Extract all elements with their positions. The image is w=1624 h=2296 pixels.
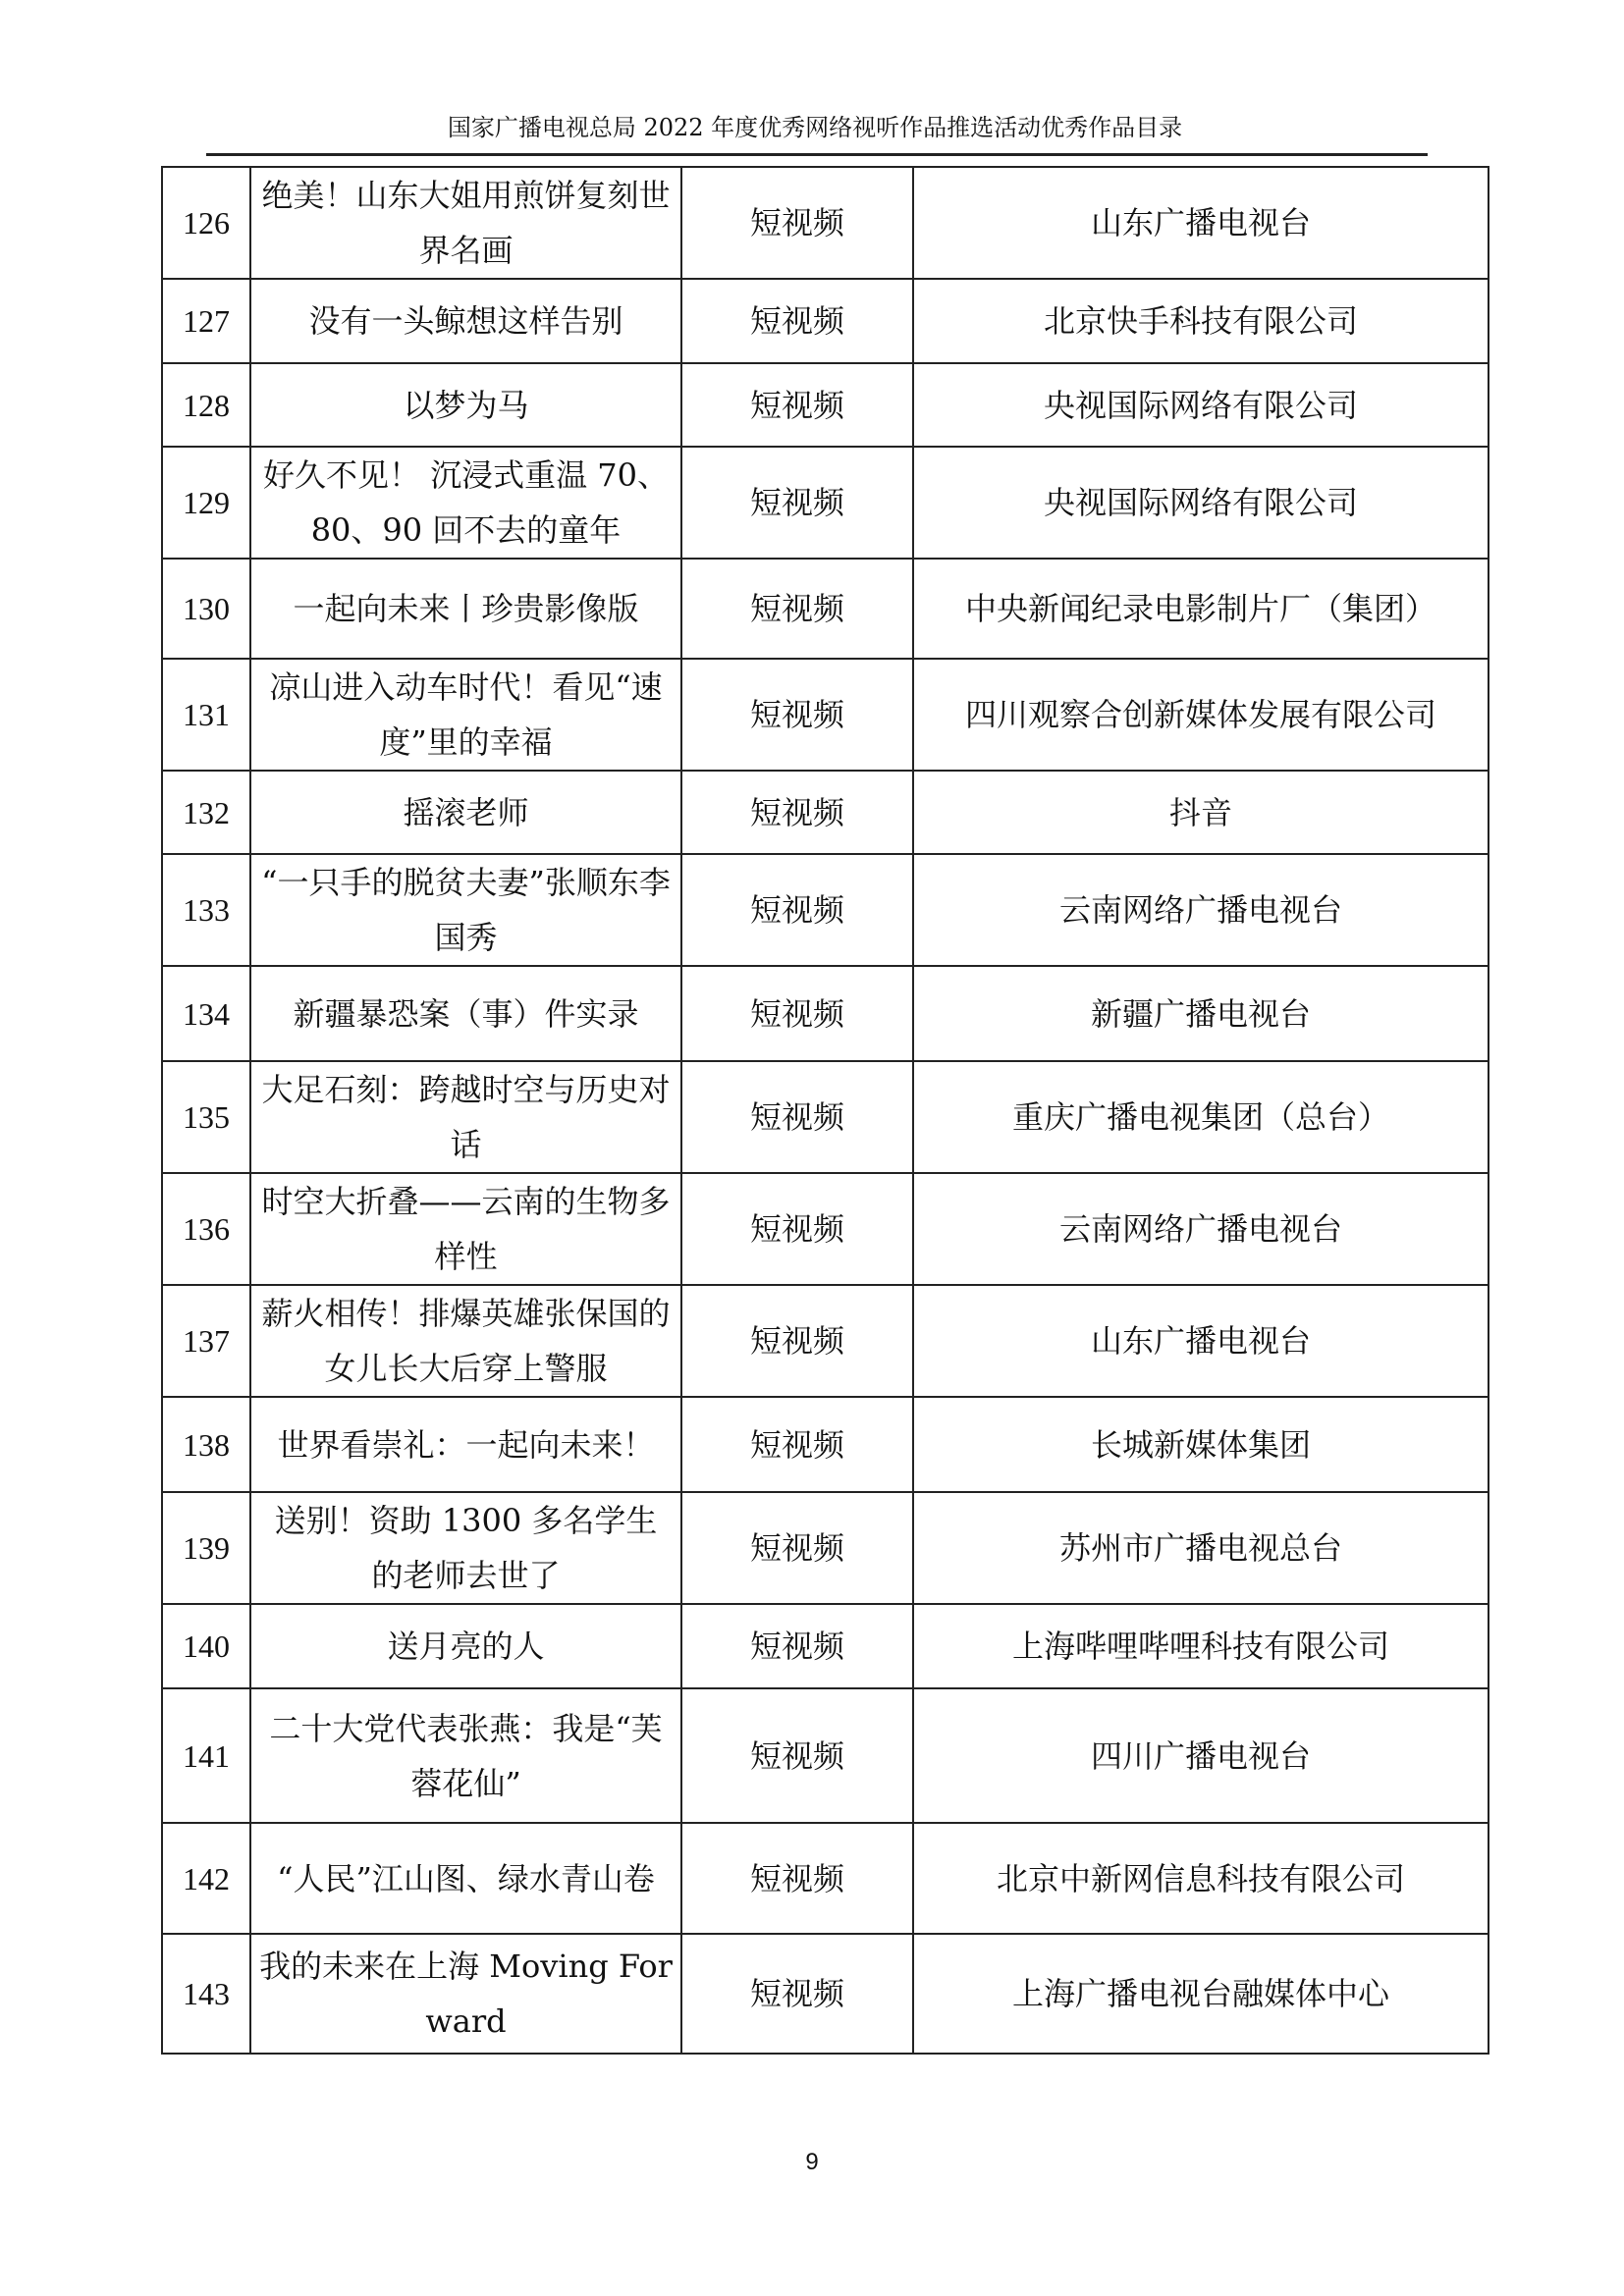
work-title: 送月亮的人 [250, 1604, 681, 1688]
works-table [161, 166, 1489, 2055]
row-number: 140 [162, 1604, 250, 1688]
row-number: 143 [162, 1934, 250, 2054]
table-row [162, 854, 1489, 966]
work-category: 短视频 [681, 1492, 913, 1604]
work-organization: 中央新闻纪录电影制片厂（集团） [913, 559, 1489, 659]
header-rule [206, 153, 1428, 156]
table-row [162, 1061, 1489, 1173]
table-row [162, 1934, 1489, 2054]
work-category: 短视频 [681, 447, 913, 559]
work-title: 绝美！山东大姐用煎饼复刻世界名画 [250, 167, 681, 279]
table-row [162, 1397, 1489, 1492]
row-number: 133 [162, 854, 250, 966]
row-number: 134 [162, 966, 250, 1061]
work-organization: 山东广播电视台 [913, 167, 1489, 279]
work-organization: 长城新媒体集团 [913, 1397, 1489, 1492]
work-organization: 云南网络广播电视台 [913, 854, 1489, 966]
table-row [162, 279, 1489, 363]
work-title: “一只手的脱贫夫妻”张顺东李国秀 [250, 854, 681, 966]
row-number: 129 [162, 447, 250, 559]
work-organization: 云南网络广播电视台 [913, 1173, 1489, 1285]
row-number: 127 [162, 279, 250, 363]
work-title: 二十大党代表张燕：我是“芙蓉花仙” [250, 1688, 681, 1823]
page-number: 9 [805, 2149, 819, 2175]
row-number: 142 [162, 1823, 250, 1934]
work-organization: 山东广播电视台 [913, 1285, 1489, 1397]
work-title: 没有一头鲸想这样告别 [250, 279, 681, 363]
row-number: 126 [162, 167, 250, 279]
table-row [162, 167, 1489, 279]
work-category: 短视频 [681, 1173, 913, 1285]
work-title: 时空大折叠——云南的生物多样性 [250, 1173, 681, 1285]
table-row [162, 1173, 1489, 1285]
work-title: 摇滚老师 [250, 771, 681, 854]
work-title: 凉山进入动车时代！看见“速度”里的幸福 [250, 659, 681, 771]
work-title: 世界看崇礼：一起向未来！ [250, 1397, 681, 1492]
row-number: 138 [162, 1397, 250, 1492]
table-row [162, 659, 1489, 771]
table-row [162, 447, 1489, 559]
work-category: 短视频 [681, 1285, 913, 1397]
work-category: 短视频 [681, 966, 913, 1061]
work-category: 短视频 [681, 559, 913, 659]
work-title: 薪火相传！排爆英雄张保国的女儿长大后穿上警服 [250, 1285, 681, 1397]
work-category: 短视频 [681, 363, 913, 447]
table-row [162, 1492, 1489, 1604]
work-category: 短视频 [681, 1934, 913, 2054]
work-category: 短视频 [681, 771, 913, 854]
row-number: 141 [162, 1688, 250, 1823]
work-title: “人民”江山图、绿水青山卷 [250, 1823, 681, 1934]
work-organization: 重庆广播电视集团（总台） [913, 1061, 1489, 1173]
work-title: 大足石刻：跨越时空与历史对话 [250, 1061, 681, 1173]
work-category: 短视频 [681, 1061, 913, 1173]
work-title: 新疆暴恐案（事）件实录 [250, 966, 681, 1061]
work-organization: 央视国际网络有限公司 [913, 447, 1489, 559]
work-category: 短视频 [681, 167, 913, 279]
work-organization: 央视国际网络有限公司 [913, 363, 1489, 447]
work-organization: 四川广播电视台 [913, 1688, 1489, 1823]
row-number: 128 [162, 363, 250, 447]
table-row [162, 1285, 1489, 1397]
row-number: 137 [162, 1285, 250, 1397]
table-row [162, 1823, 1489, 1934]
work-organization: 上海广播电视台融媒体中心 [913, 1934, 1489, 2054]
work-title: 好久不见！ 沉浸式重温 70、80、90 回不去的童年 [250, 447, 681, 559]
row-number: 131 [162, 659, 250, 771]
page-header-title: 国家广播电视总局 2022 年度优秀网络视听作品推选活动优秀作品目录 [447, 114, 1183, 141]
table-row [162, 771, 1489, 854]
work-category: 短视频 [681, 1397, 913, 1492]
works-table-body [162, 167, 1489, 2054]
work-category: 短视频 [681, 1604, 913, 1688]
table-row [162, 559, 1489, 659]
work-organization: 苏州市广播电视总台 [913, 1492, 1489, 1604]
work-title: 一起向未来丨珍贵影像版 [250, 559, 681, 659]
work-organization: 北京中新网信息科技有限公司 [913, 1823, 1489, 1934]
work-organization: 抖音 [913, 771, 1489, 854]
work-title: 以梦为马 [250, 363, 681, 447]
work-category: 短视频 [681, 1823, 913, 1934]
work-organization: 新疆广播电视台 [913, 966, 1489, 1061]
table-row [162, 966, 1489, 1061]
row-number: 132 [162, 771, 250, 854]
row-number: 135 [162, 1061, 250, 1173]
row-number: 130 [162, 559, 250, 659]
table-row [162, 1604, 1489, 1688]
work-category: 短视频 [681, 854, 913, 966]
work-organization: 上海哔哩哔哩科技有限公司 [913, 1604, 1489, 1688]
table-row [162, 363, 1489, 447]
row-number: 139 [162, 1492, 250, 1604]
work-organization: 四川观察合创新媒体发展有限公司 [913, 659, 1489, 771]
work-category: 短视频 [681, 1688, 913, 1823]
table-row [162, 1688, 1489, 1823]
work-title: 我的未来在上海 Moving Forward [250, 1934, 681, 2054]
row-number: 136 [162, 1173, 250, 1285]
work-organization: 北京快手科技有限公司 [913, 279, 1489, 363]
work-category: 短视频 [681, 279, 913, 363]
work-title: 送别！资助 1300 多名学生的老师去世了 [250, 1492, 681, 1604]
work-category: 短视频 [681, 659, 913, 771]
